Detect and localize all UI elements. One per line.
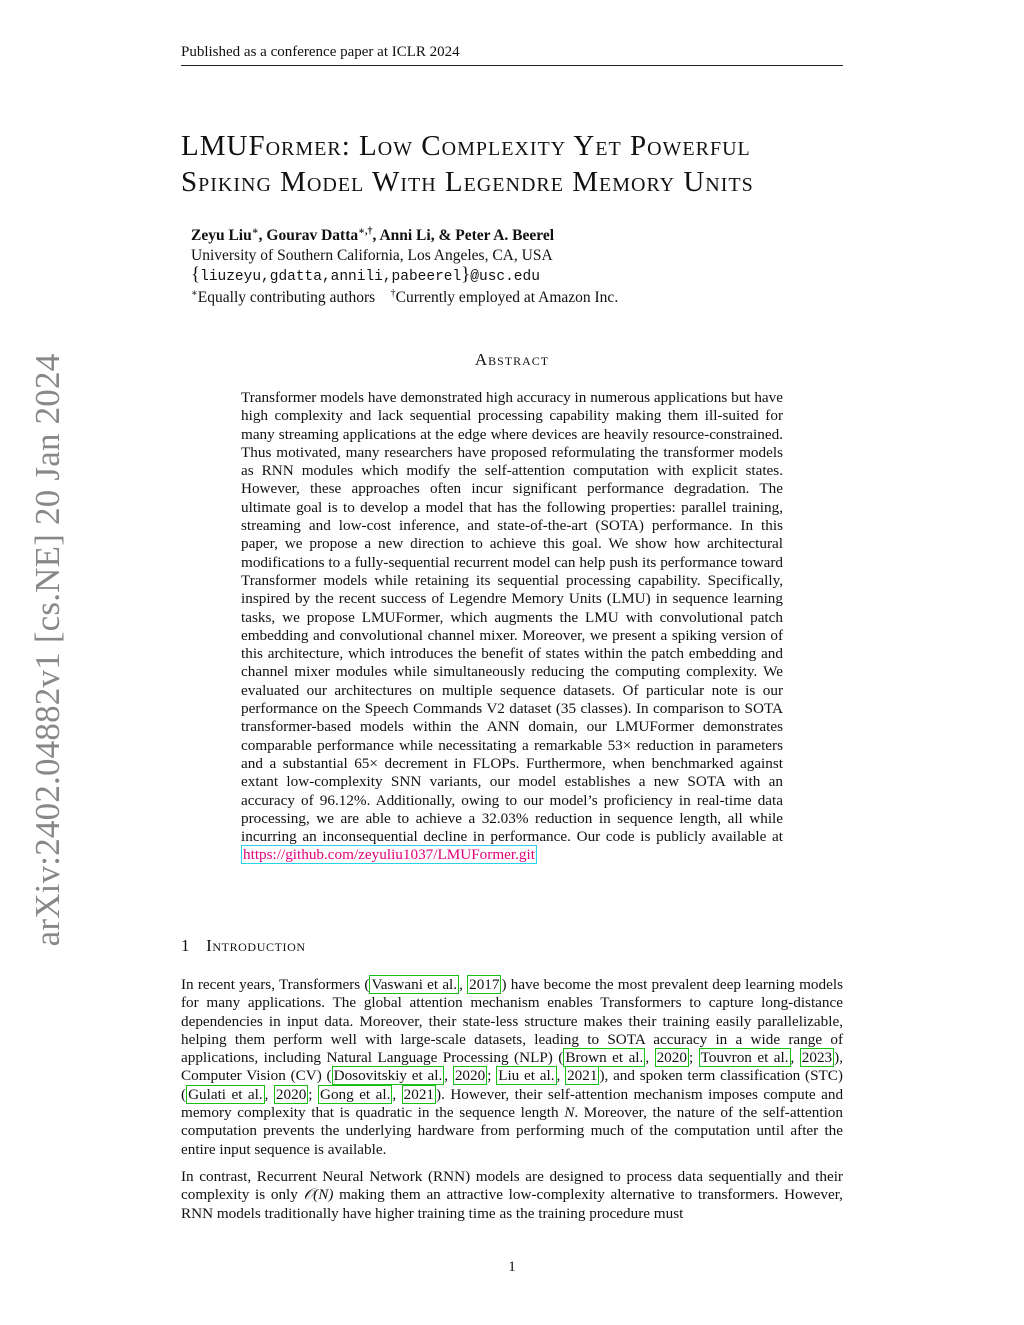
abstract-text: Transformer models have demonstrated high accuracy in numerous applications but have high complexity and lack sequential processing capability making them ill-suited for many streaming applications at the edge where devices are heavily resource-constrained. Thus motivated, many researchers have proposed reformulating the transformer models as RNN modules which modify the self-attention computation with explicit states. However, these approaches often incur significant performance degradation. The ultimate goal is to develop a model that has the following properties: parallel training, streaming and low-cost inference, and state-of-the-art (SOTA) performance. In this paper, we propose a new direction to achieve this goal. We show how architectural modifications to a fully-sequential recurrent model can help push its performance toward Transformer models while retaining its sequential processing capability. Specifically, inspired by the recent success of Legendre Memory Units (LMU) in sequence learning tasks, we propose LMUFormer, which augments the LMU with convolutional patch embedding and convolutional channel mixer. Moreover, we present a spiking version of this architecture, which introduces the benefit of states within the patch embedding and channel mixer modules while simultaneously reducing the computing complexity. We evaluated our architectures on multiple sequence datasets. Of particular note is our performance on the Speech Commands V2 dataset (35 classes). In comparison to SOTA transformer-based models within the ANN domain, our LMUFormer demonstrates comparable performance while necessitating a remarkable 53× reduction in parameters and a substantial 65× decrement in FLOPs. Furthermore, when benchmarked against extant low-complexity SNN variants, our model establishes a new SOTA with an accuracy of 96.12%. Additionally, owing to our model’s proficiency in real-time data processing, we are able to achieve a 32.03% reduction in sequence length, all while incurring an inconsequential decline in performance. Our code is publicly available at [241,389,783,846]
author-name: Zeyu Liu [191,227,252,244]
affiliation: University of Southern California, Los Angeles, CA, USA [191,246,553,264]
employment-note: Currently employed at Amazon Inc. [395,288,619,306]
author-notes [191,288,831,308]
citation-link[interactable]: 2017 [469,976,500,993]
citation-link[interactable]: 2021 [403,1085,435,1103]
section-number: 1 [181,936,191,955]
author-mark: ∗ [251,225,259,237]
equal-contribution-note: Equally contributing authors [197,288,376,306]
note-mark: † [390,287,396,299]
note-mark: ∗ [191,287,198,299]
citation-link[interactable]: Vaswani et al. [371,976,458,993]
title-line-1: LMUFormer: Low Complexity Yet Powerful [181,130,751,162]
email-users: liuzeyu,gdatta,annili,pabeerel [200,269,462,285]
citation-link[interactable]: Brown et al. [565,1049,644,1067]
math-expression: 𝒪(N) [303,1186,334,1204]
abstract-heading: Abstract [474,350,550,369]
author-emails: {liuzeyu,gdatta,annili,pabeerel}@usc.edu [191,264,540,285]
code-repository-link[interactable]: https://github.com/zeyuliu1037/LMUFormer.git [243,846,535,864]
introduction-body [181,976,843,1232]
citation-link[interactable]: Gong et al. [319,1085,391,1103]
page-number: 1 [508,1259,516,1275]
abstract-body [241,389,783,865]
author-name: Gourav Datta [266,227,359,244]
section-heading-introduction [181,936,306,956]
citation-link[interactable]: 2020 [275,1085,307,1103]
citation-link[interactable]: Touvron et al. [700,1049,789,1067]
running-header: Published as a conference paper at ICLR 2024 [181,44,843,66]
paragraph: In contrast, Recurrent Neural Network (RNN) models are designed to process data sequentially and their complexity is only 𝒪(N) making them an attractive low-complexity alternative to transformers. However, RNN models traditionally have higher training time as the training procedure must [181,1167,843,1222]
title-line-2: Spiking Model With Legendre Memory Units [181,166,754,198]
citation-link[interactable]: 2020 [656,1049,687,1067]
author-name: Anni Li, & Peter A. Beerel [379,227,555,244]
citation-link[interactable]: Dosovitskiy et al. [333,1067,443,1085]
author-mark: ∗,† [358,225,373,237]
citation-link[interactable]: 2023 [801,1049,833,1067]
citation-link[interactable]: 2020 [454,1067,486,1085]
author-block [191,226,831,307]
author-names: Zeyu Liu∗, Gourav Datta∗,†, Anni Li, & Peter A. Beerel [191,225,555,244]
math-symbol: N [564,1104,575,1122]
paper-title [181,128,861,200]
paragraph: In recent years, Transformers ( Vaswani et al. , 2017 ) have become the most prevalent deep learning models for many applications. The global attention mechanism enables Transformers to capture long-distance dependencies in input data. Moreover, their state-less structure makes their training easily parallelizable, helping them perform well with large-scale datasets, leading to SOTA accuracy in a wide range of applications, including Natural Language Processing (NLP) ( Brown et al. , 2020 ; Touvron et al. , 2023 ), Computer Vision (CV) ( Dosovitskiy et al. , 2020 ; Liu et al. , 2021 ), and spoken term classification (STC) ( Gulati et al. , 2020 ; Gong et al. , 2021 ). However, their self-attention mechanism imposes compute and memory complexity that is quadratic in the sequence length N. Moreover, the nature of the self-attention computation prevents the underlying hardware from performing much of the computation until after the entire input sequence is available. [181,976,844,1158]
citation-link[interactable]: 2021 [567,1067,598,1085]
arxiv-identifier-stamp: arXiv:2402.04882v1 [cs.NE] 20 Jan 2024 [28,353,67,947]
citation-link[interactable]: Liu et al. [498,1067,555,1085]
email-domain: @usc.edu [470,269,540,285]
citation-link[interactable]: Gulati et al. [188,1085,263,1103]
section-title: Introduction [206,936,306,955]
